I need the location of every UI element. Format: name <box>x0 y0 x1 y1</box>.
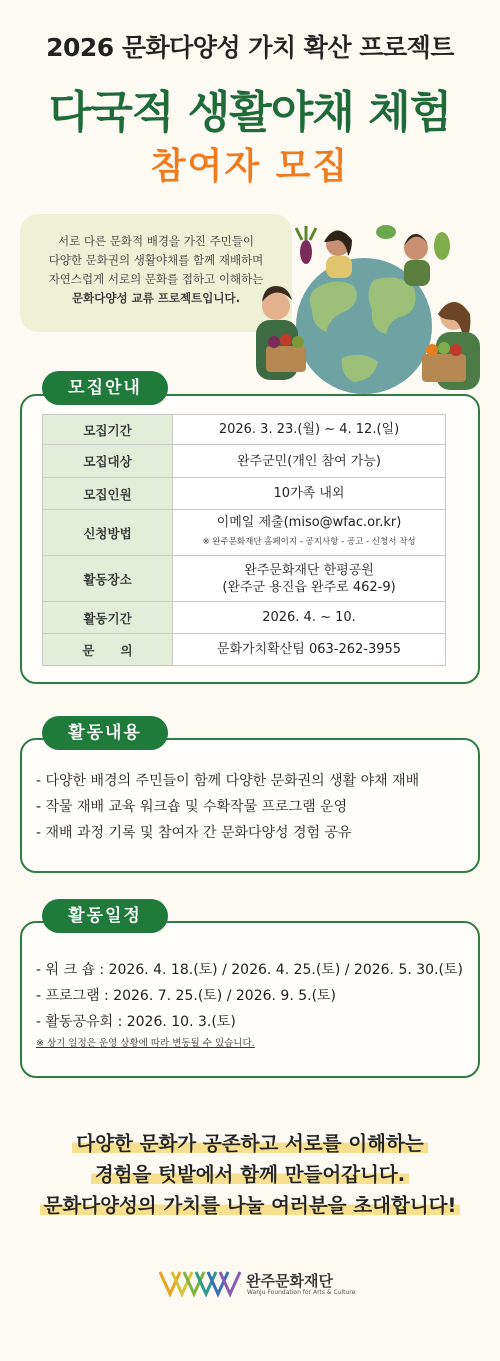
intro-line: 다양한 문화권의 생활야채를 함께 재배하며 <box>48 253 264 267</box>
table-row <box>43 445 446 478</box>
intro-line: 문화다양성 교류 프로젝트입니다. <box>72 291 240 305</box>
globe-gardeners-illustration <box>246 218 486 396</box>
list-item: - 워 크 숍 : 2026. 4. 18.(토) / 2026. 4. 25.(토) / 2026. 5. 30.(토) <box>36 962 463 978</box>
recruitment-info-tag: 모집안내 <box>42 371 168 405</box>
list-item: - 프로그램 : 2026. 7. 25.(토) / 2026. 9. 5.(토) <box>36 988 337 1004</box>
schedule-list <box>22 923 478 1053</box>
recruitment-info-table <box>42 414 446 666</box>
row-value: 2026. 3. 23.(월) ~ 4. 12.(일) <box>173 415 446 445</box>
row-value: 완주군민(개인 참여 가능) <box>173 445 446 478</box>
schedule-note: ※ 상기 일정은 운영 상황에 따라 변동될 수 있습니다. <box>36 1038 255 1049</box>
table-row <box>43 556 446 602</box>
row-value <box>173 556 446 602</box>
venue-address: (완주군 용진읍 완주로 462-9) <box>222 579 396 595</box>
schedule-tag: 활동일정 <box>42 899 168 933</box>
closing-message <box>0 1128 500 1221</box>
row-label: 문 의 <box>43 634 173 666</box>
table-row <box>43 634 446 666</box>
foundation-name: 완주문화재단 <box>246 1272 333 1290</box>
activity-box <box>20 738 480 873</box>
row-label: 활동장소 <box>43 556 173 602</box>
table-row <box>43 415 446 445</box>
foundation-logo-icon <box>158 1268 244 1298</box>
schedule-box <box>20 921 480 1078</box>
closing-line: 다양한 문화가 공존하고 서로를 이해하는 <box>72 1132 427 1155</box>
list-item: - 작물 재배 교육 워크숍 및 수확작물 프로그램 운영 <box>36 799 348 815</box>
row-value: 문화가치확산팀 063-262-3955 <box>173 634 446 666</box>
list-item: - 다양한 배경의 주민들이 함께 다양한 문화권의 생활 야채 재배 <box>36 773 420 789</box>
apply-note: ※ 완주문화재단 홈페이지 - 공지사항 - 공고 - 신청서 작성 <box>202 537 416 547</box>
activity-tag: 활동내용 <box>42 716 168 750</box>
list-item: - 활동공유회 : 2026. 10. 3.(토) <box>36 1014 236 1030</box>
project-title: 2026 문화다양성 가치 확산 프로젝트 <box>46 33 454 62</box>
venue-name: 완주문화재단 한평공원 <box>244 562 374 578</box>
intro-line: 서로 다른 문화적 배경을 가진 주민들이 <box>57 234 255 248</box>
row-label: 신청방법 <box>43 510 173 556</box>
row-value: 2026. 4. ~ 10. <box>173 602 446 634</box>
row-label: 모집대상 <box>43 445 173 478</box>
closing-line: 경험을 텃밭에서 함께 만들어갑니다. <box>91 1163 409 1186</box>
table-row <box>43 478 446 510</box>
main-title: 다국적 생활야채 체험 <box>48 87 452 138</box>
list-item: - 재배 과정 기록 및 참여자 간 문화다양성 경험 공유 <box>36 825 352 841</box>
recruitment-title: 참여자 모집 <box>150 146 350 187</box>
row-label: 모집인원 <box>43 478 173 510</box>
foundation-subtitle: Wanju Foundation for Arts & Culture <box>247 1289 356 1296</box>
table-row <box>43 510 446 556</box>
row-value <box>173 510 446 556</box>
table-row <box>43 602 446 634</box>
apply-method: 이메일 제출(miso@wfac.or.kr) <box>216 515 402 530</box>
row-label: 활동기간 <box>43 602 173 634</box>
intro-line: 자연스럽게 서로의 문화를 접하고 이해하는 <box>48 272 264 286</box>
row-value: 10가족 내외 <box>173 478 446 510</box>
closing-line: 문화다양성의 가치를 나눌 여러분을 초대합니다! <box>40 1194 461 1217</box>
activity-list <box>22 740 478 846</box>
row-label: 모집기간 <box>43 415 173 445</box>
